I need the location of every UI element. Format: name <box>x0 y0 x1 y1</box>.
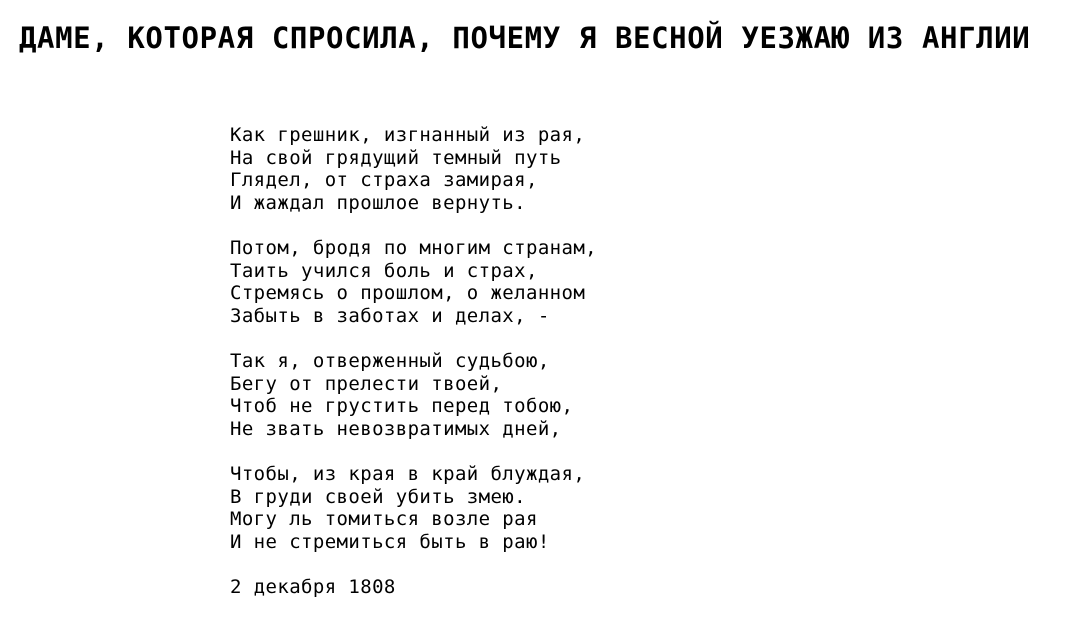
stanza-1 <box>230 124 597 214</box>
poem-line: В груди своей убить змею. <box>230 485 526 508</box>
poem-line: Могу ль томиться возле рая <box>230 508 538 531</box>
poem-title: ДАМЕ, КОТОРАЯ СПРОСИЛА, ПОЧЕМУ Я ВЕСНОЙ УЕЗЖАЮ ИЗ АНГЛИИ <box>19 21 1031 55</box>
poem-line: Забыть в заботах и делах, - <box>230 304 550 327</box>
poem-line: И не стремиться быть в раю! <box>230 530 550 553</box>
stanza-3 <box>230 350 597 440</box>
poem-line: Так я, отверженный судьбою, <box>230 349 550 372</box>
stanza-2 <box>230 237 597 327</box>
poem-date: 2 декабря 1808 <box>230 575 396 598</box>
poem-line: Глядел, от страха замирая, <box>230 169 538 192</box>
poem-line: Таить учился боль и страх, <box>230 259 538 282</box>
stanza-4 <box>230 463 597 553</box>
poem-line: Бегу от прелести твоей, <box>230 372 503 395</box>
poem-line: На свой грядущий темный путь <box>230 146 562 169</box>
poem-line: Стремясь о прошлом, о желанном <box>230 282 586 305</box>
poem-line: И жаждал прошлое вернуть. <box>230 191 526 214</box>
poem-line: Чтобы, из края в край блуждая, <box>230 462 586 485</box>
poem-body <box>230 124 597 598</box>
poem-line: Чтоб не грустить перед тобою, <box>230 395 574 418</box>
poem-line: Не звать невозвратимых дней, <box>230 417 562 440</box>
poem-line: Как грешник, изгнанный из рая, <box>230 124 586 146</box>
poem-line: Потом, бродя по многим странам, <box>230 236 598 259</box>
